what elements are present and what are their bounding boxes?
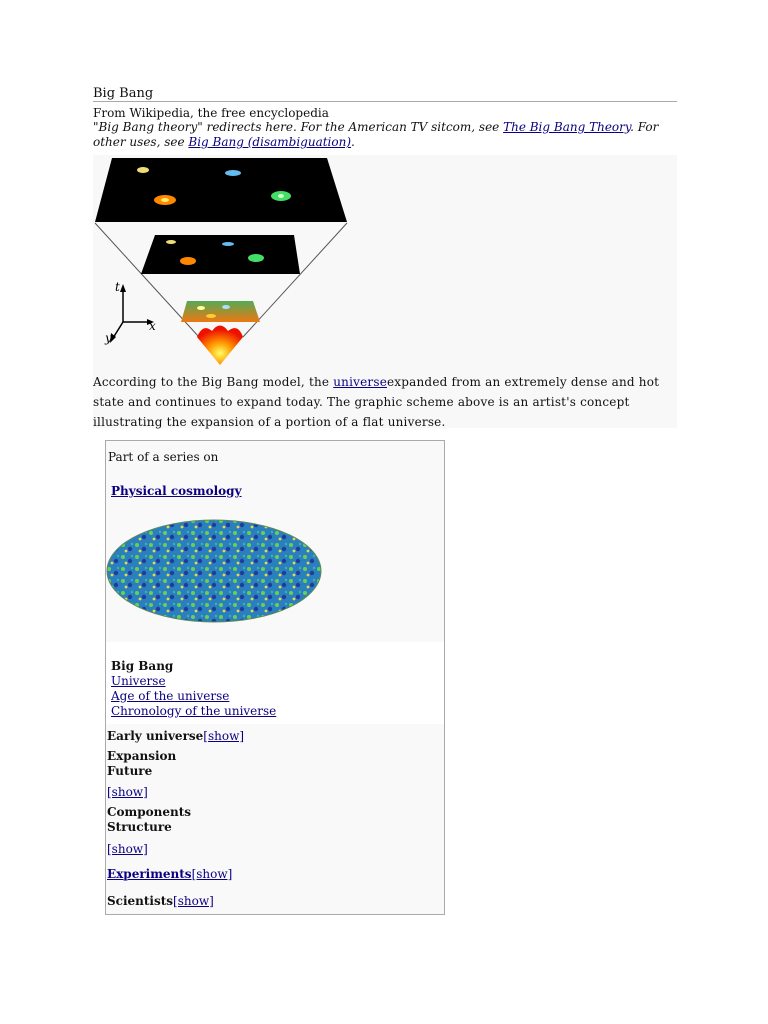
infobox-link-chronology[interactable]: Chronology of the universe bbox=[111, 704, 277, 718]
infobox-expansion-label: Expansion bbox=[107, 749, 177, 763]
caption-suffix: expanded from an extremely dense and hot state and continues to expand today. The graphic scheme above is an artist's concept illustrating the expansion of a portion of a flat universe. bbox=[93, 375, 660, 429]
infobox-future-label: Future bbox=[107, 764, 153, 778]
show-toggle-experiments[interactable]: [show] bbox=[191, 867, 233, 881]
infobox-big-bang-heading: Big Bang bbox=[111, 659, 174, 673]
expansion-diagram bbox=[93, 155, 363, 370]
axis-label-x: x bbox=[149, 319, 156, 333]
show-toggle-expansion[interactable]: [show] bbox=[107, 785, 148, 799]
axis-label-y: y bbox=[105, 331, 112, 345]
scientists-label: Scientists bbox=[107, 894, 174, 908]
figure-caption bbox=[93, 372, 673, 432]
hatnote-prefix: "Big Bang theory" redirects here. For the American TV sitcom, see bbox=[93, 120, 504, 134]
infobox-link-age-of-universe[interactable]: Age of the universe bbox=[111, 689, 230, 703]
link-universe[interactable]: universe bbox=[333, 375, 387, 389]
link-disambiguation[interactable]: Big Bang (disambiguation) bbox=[188, 135, 352, 149]
hatnote-middle: . For other uses, see bbox=[93, 120, 659, 149]
page-title: Big Bang bbox=[93, 86, 154, 101]
title-divider bbox=[93, 101, 677, 102]
infobox-link-universe[interactable]: Universe bbox=[111, 674, 166, 688]
experiments-link[interactable]: Experiments bbox=[107, 867, 192, 881]
hatnote-suffix: . bbox=[351, 135, 355, 149]
hatnote bbox=[93, 120, 673, 150]
infobox-series-label: Part of a series on bbox=[108, 450, 219, 464]
show-toggle-scientists[interactable]: [show] bbox=[173, 894, 214, 908]
infobox-row-scientists bbox=[107, 894, 214, 909]
source-line: From Wikipedia, the free encyclopedia bbox=[93, 106, 329, 120]
top-plane bbox=[95, 158, 347, 222]
infobox-structure-label: Structure bbox=[107, 820, 172, 834]
middle-plane bbox=[141, 235, 300, 274]
caption-prefix: According to the Big Bang model, the bbox=[93, 375, 334, 389]
early-universe-label: Early universe bbox=[107, 729, 204, 743]
show-toggle-early-universe[interactable]: [show] bbox=[203, 729, 245, 743]
show-toggle-components[interactable]: [show] bbox=[107, 842, 148, 856]
cmb-map-image bbox=[106, 518, 322, 624]
infobox-components-label: Components bbox=[107, 805, 192, 819]
link-big-bang-theory-sitcom[interactable]: The Big Bang Theory bbox=[503, 120, 631, 134]
axis-label-t: t bbox=[115, 280, 120, 294]
infobox-series-title-link[interactable]: Physical cosmology bbox=[111, 484, 242, 498]
big-bang-fireball bbox=[197, 326, 243, 366]
infobox-row-early-universe bbox=[107, 729, 244, 744]
early-plane bbox=[181, 301, 260, 322]
infobox-row-experiments bbox=[107, 867, 232, 882]
